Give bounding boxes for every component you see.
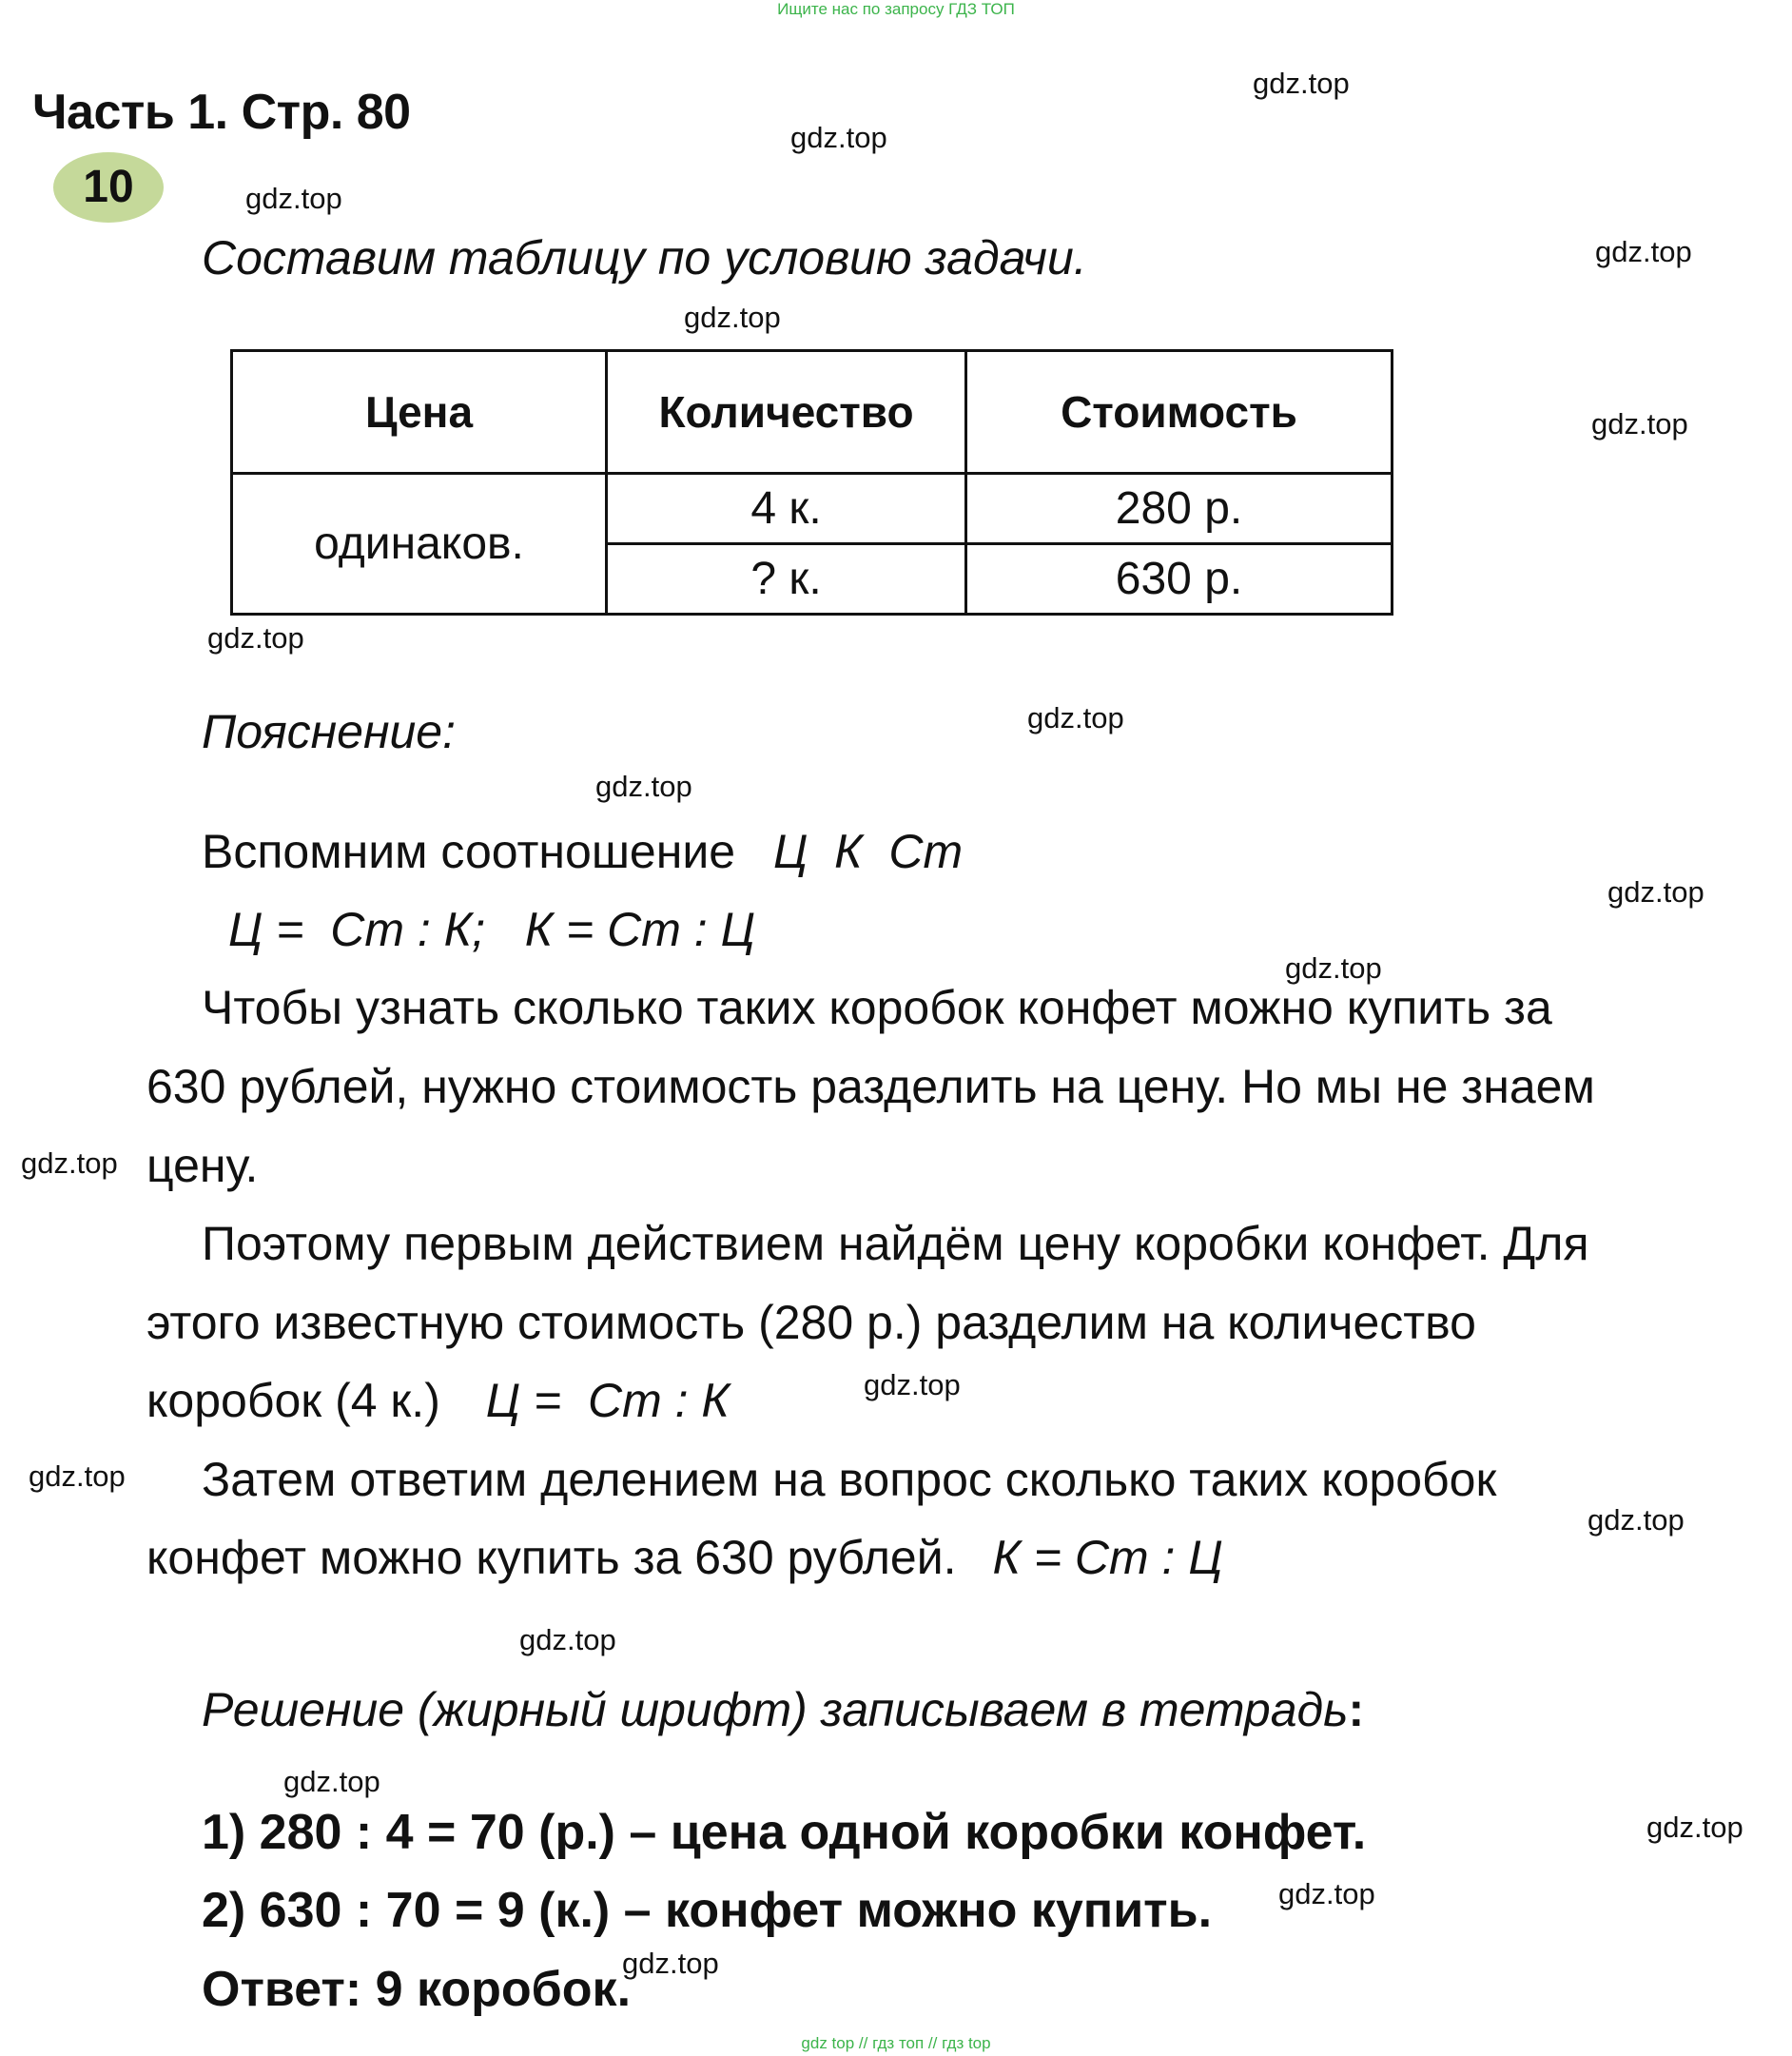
cost-cell: 280 р. bbox=[966, 474, 1393, 544]
watermark: gdz.top bbox=[622, 1947, 719, 1980]
quantity-cell: ? к. bbox=[607, 544, 966, 615]
watermark: gdz.top bbox=[790, 121, 887, 154]
watermark: gdz.top bbox=[1646, 1811, 1743, 1844]
paragraph2-formula: Ц = Ст : К bbox=[485, 1374, 730, 1427]
watermark: gdz.top bbox=[283, 1765, 380, 1798]
bottom-banner: gdz top // гдз топ // гдз top bbox=[801, 2034, 991, 2052]
paragraph2-line2: этого известную стоимость (280 р.) разделим на количество bbox=[146, 1296, 1476, 1349]
intro-text: Составим таблицу по условию задачи. bbox=[202, 231, 1087, 284]
paragraph3-line2 bbox=[146, 1530, 1223, 1585]
watermark: gdz.top bbox=[21, 1146, 118, 1180]
paragraph2-line1: Поэтому первым действием найдём цену коробки конфет. Для bbox=[202, 1217, 1589, 1270]
formulas-line: Ц = Ст : К; К = Ст : Ц bbox=[228, 903, 755, 956]
header-quantity: Количество bbox=[607, 351, 966, 474]
paragraph1-line3: цену. bbox=[146, 1139, 259, 1192]
watermark: gdz.top bbox=[519, 1623, 616, 1656]
cost-cell: 630 р. bbox=[966, 544, 1393, 615]
solution-heading bbox=[202, 1682, 1364, 1737]
page-title: Часть 1. Стр. 80 bbox=[32, 85, 411, 140]
watermark: gdz.top bbox=[29, 1459, 126, 1493]
watermark: gdz.top bbox=[1285, 951, 1382, 985]
watermark: gdz.top bbox=[1587, 1503, 1685, 1537]
solution-step-1: 1) 280 : 4 = 70 (р.) – цена одной коробки конфет. bbox=[202, 1805, 1367, 1860]
watermark: gdz.top bbox=[1607, 875, 1704, 909]
quantity-cell: 4 к. bbox=[607, 474, 966, 544]
relation-terms: Ц К Ст bbox=[773, 825, 964, 878]
watermark: gdz.top bbox=[207, 621, 304, 655]
watermark: gdz.top bbox=[1595, 235, 1692, 268]
header-price: Цена bbox=[232, 351, 607, 474]
relation-line bbox=[202, 824, 963, 879]
watermark: gdz.top bbox=[864, 1368, 961, 1401]
watermark: gdz.top bbox=[245, 182, 342, 215]
watermark: gdz.top bbox=[595, 770, 692, 803]
solution-heading-text: Решение (жирный шрифт) записываем в тетрадь bbox=[202, 1683, 1349, 1736]
explanation-heading: Пояснение: bbox=[202, 705, 456, 758]
top-banner: Ищите нас по запросу ГДЗ ТОП bbox=[777, 0, 1015, 18]
relation-lead: Вспомним соотношение bbox=[202, 825, 736, 878]
watermark: gdz.top bbox=[1591, 407, 1688, 441]
paragraph1-line1: Чтобы узнать сколько таких коробок конфет можно купить за bbox=[202, 981, 1552, 1034]
paragraph2-line3 bbox=[146, 1373, 730, 1428]
exercise-number-badge: 10 bbox=[53, 152, 164, 223]
header-cost: Стоимость bbox=[966, 351, 1393, 474]
paragraph2-line3-text: коробок (4 к.) bbox=[146, 1374, 440, 1427]
solution-answer: Ответ: 9 коробок. bbox=[202, 1962, 632, 2017]
paragraph3-line2-text: конфет можно купить за 630 рублей. bbox=[146, 1531, 957, 1584]
price-cell: одинаков. bbox=[232, 474, 607, 615]
table-header-row bbox=[232, 351, 1393, 474]
watermark: gdz.top bbox=[1253, 67, 1350, 100]
watermark: gdz.top bbox=[1027, 701, 1124, 734]
watermark: gdz.top bbox=[1278, 1877, 1375, 1910]
paragraph3-formula: К = Ст : Ц bbox=[992, 1531, 1223, 1584]
solution-heading-colon: : bbox=[1348, 1683, 1365, 1736]
solution-step-2: 2) 630 : 70 = 9 (к.) – конфет можно купить. bbox=[202, 1883, 1213, 1938]
watermark: gdz.top bbox=[684, 301, 781, 334]
paragraph3-line1: Затем ответим делением на вопрос сколько таких коробок bbox=[202, 1453, 1497, 1506]
table-row bbox=[232, 474, 1393, 544]
task-table bbox=[230, 349, 1393, 616]
paragraph1-line2: 630 рублей, нужно стоимость разделить на цену. Но мы не знаем bbox=[146, 1060, 1595, 1113]
